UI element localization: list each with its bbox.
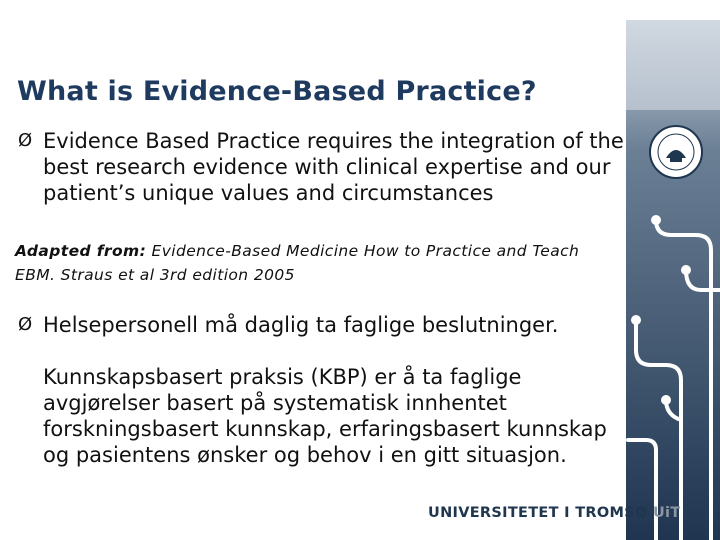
bullet-text: Evidence Based Practice requires the integration of the best research evidence with clinical expertise and our patient’s unique values and circumstances [43, 129, 624, 205]
university-seal-logo [648, 124, 704, 180]
footer-uit-mark: UiT [647, 505, 681, 521]
arrow-bullet-icon: Ø [18, 314, 33, 335]
slide-title: What is Evidence-Based Practice? [17, 76, 537, 107]
kbp-definition-paragraph: Kunnskapsbasert praksis (KBP) er å ta faglige avgjørelser basert på systematisk innhentet forskningsbasert kunnskap, erfaringsbasert kunnskap og pasientens ønsker og behov i en gitt situasjon. [43, 365, 607, 467]
bullet-evidence-based-practice [18, 128, 630, 206]
footer-university-name: UNIVERSITETET I TROMSØ [428, 505, 648, 521]
source-label: Adapted from: [15, 242, 147, 260]
bullet-helsepersonell [18, 312, 638, 338]
arrow-bullet-icon: Ø [18, 130, 33, 151]
bullet-text: Helsepersonell må daglig ta faglige beslutninger. [43, 313, 559, 337]
footer-university-logo [428, 505, 680, 521]
source-text: Evidence-Based Medicine How to Practice and Teach EBM. Straus et al 3rd edition 2005 [15, 242, 580, 284]
decorative-sidebar-graphic [626, 20, 720, 540]
source-citation [15, 239, 615, 287]
